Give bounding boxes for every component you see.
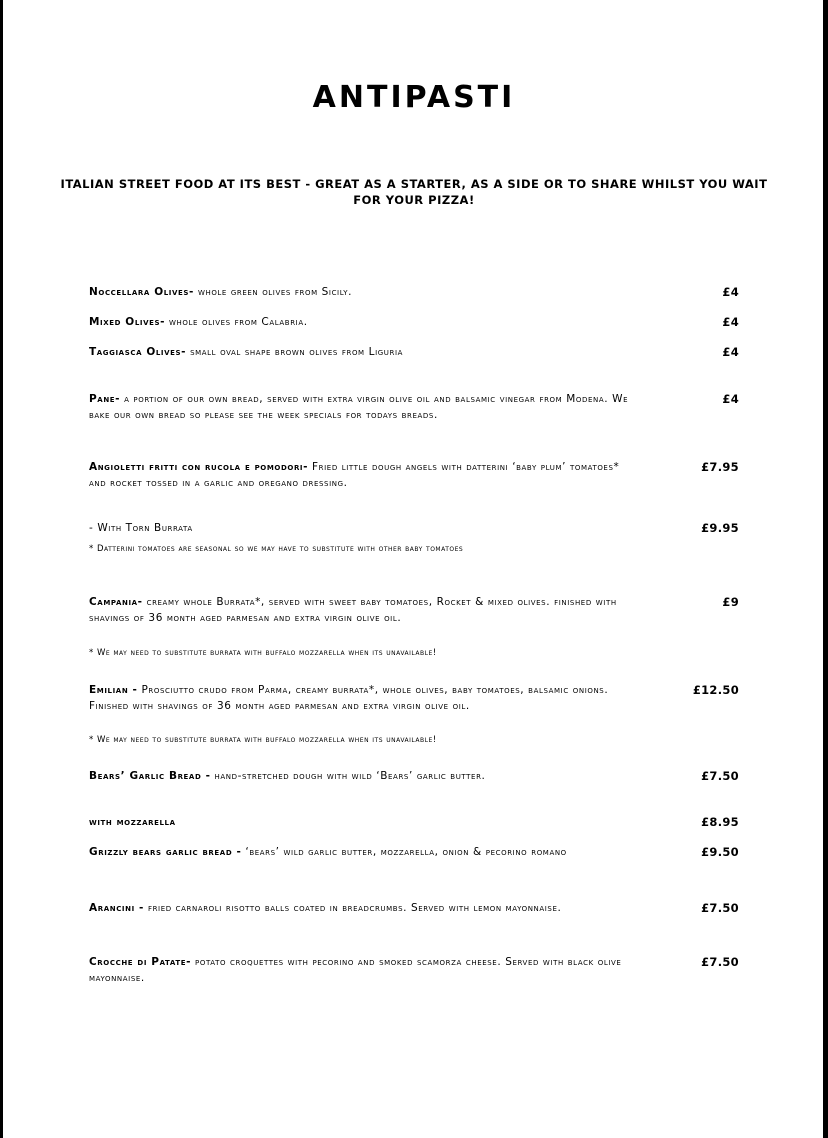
item-price: £12.50 — [692, 683, 739, 697]
menu-subtitle: ITALIAN STREET FOOD AT ITS BEST - GREAT AS A STARTER, AS A SIDE OR TO SHARE WHILST YOU WAIT FOR YOUR PIZZA! — [60, 177, 768, 207]
menu-item-noccellara-olives — [89, 285, 739, 301]
menu-title: ANTIPASTI — [312, 80, 516, 115]
menu-item-bears-garlic-bread — [89, 769, 739, 785]
menu-item-grizzly-garlic-bread — [89, 845, 739, 861]
item-price: £7.95 — [701, 460, 739, 474]
item-price: £9.50 — [701, 845, 739, 859]
item-price: £4 — [722, 285, 739, 299]
item-name: - With Torn Burrata — [89, 522, 193, 534]
item-price: £9.95 — [701, 521, 739, 535]
menu-item-crocche-di-patate — [89, 955, 739, 986]
item-price: £4 — [722, 345, 739, 359]
item-price: £4 — [722, 392, 739, 406]
item-price: £9 — [722, 595, 739, 609]
item-name: Noccellara Olives- — [89, 286, 194, 298]
item-description: Prosciutto crudo from Parma, creamy burrata*, whole olives, baby tomatoes, balsamic onions. Finished with shavings of 36 month aged parmesan and extra virgin olive oil. — [89, 684, 609, 712]
menu-item-mixed-olives — [89, 315, 739, 331]
item-name: Bears’ Garlic Bread - — [89, 770, 211, 782]
menu-item-with-mozzarella — [89, 815, 739, 831]
item-price: £4 — [722, 315, 739, 329]
item-description: whole olives from Calabria. — [165, 316, 308, 328]
item-name: Campania- — [89, 596, 143, 608]
item-description: small oval shape brown olives from Liguria — [186, 346, 404, 358]
item-description: a portion of our own bread, served with extra virgin olive oil and balsamic vinegar from Modena. We bake our own bread so please see the week specials for todays breads. — [89, 393, 629, 421]
item-price: £7.50 — [701, 955, 739, 969]
menu-item-emilian — [89, 683, 739, 714]
note-burrata: * We may need to substitute burrata with buffalo mozzarella when its unavailable! — [89, 735, 437, 745]
item-description: creamy whole Burrata*, served with sweet baby tomatoes, Rocket & mixed olives. finished with shavings of 36 month aged parmesan and extra virgin olive oil. — [89, 596, 617, 624]
item-description: whole green olives from Sicily. — [194, 286, 353, 298]
menu-item-campania — [89, 595, 739, 626]
note-burrata: * We may need to substitute burrata with buffalo mozzarella when its unavailable! — [89, 648, 437, 658]
item-price: £8.95 — [701, 815, 739, 829]
item-name: Mixed Olives- — [89, 316, 166, 328]
item-description: Fried little dough angels with datterini ‘baby plum’ tomatoes* and rocket tossed in a garlic and oregano dressing. — [89, 461, 620, 489]
menu-item-pane — [89, 392, 739, 423]
menu-item-arancini — [89, 901, 739, 917]
menu-item-torn-burrata — [89, 521, 739, 537]
item-name: Grizzly bears garlic bread - — [89, 846, 242, 858]
item-description: fried carnaroli risotto balls coated in breadcrumbs. Served with lemon mayonnaise. — [144, 902, 562, 914]
item-description: potato croquettes with pecorino and smoked scamorza cheese. Served with black olive mayonnaise. — [89, 956, 622, 984]
item-name: with mozzarella — [89, 816, 176, 828]
item-name: Pane- — [89, 393, 121, 405]
item-price: £7.50 — [701, 769, 739, 783]
item-name: Angioletti fritti con rucola e pomodori- — [89, 461, 309, 473]
note-datterini: * Datterini tomatoes are seasonal so we may have to substitute with other baby tomatoes — [89, 544, 464, 554]
menu-item-taggiasca-olives — [89, 345, 739, 361]
item-description: ‘bears’ wild garlic butter, mozzarella, onion & pecorino romano — [241, 846, 567, 858]
item-name: Arancini - — [89, 902, 145, 914]
item-description: hand-stretched dough with wild ‘Bears’ garlic butter. — [210, 770, 486, 782]
item-name: Taggiasca Olives- — [89, 346, 187, 358]
item-name: Crocche di Patate- — [89, 956, 192, 968]
menu-item-angioletti — [89, 460, 739, 491]
item-name: Emilian - — [89, 684, 138, 696]
item-price: £7.50 — [701, 901, 739, 915]
